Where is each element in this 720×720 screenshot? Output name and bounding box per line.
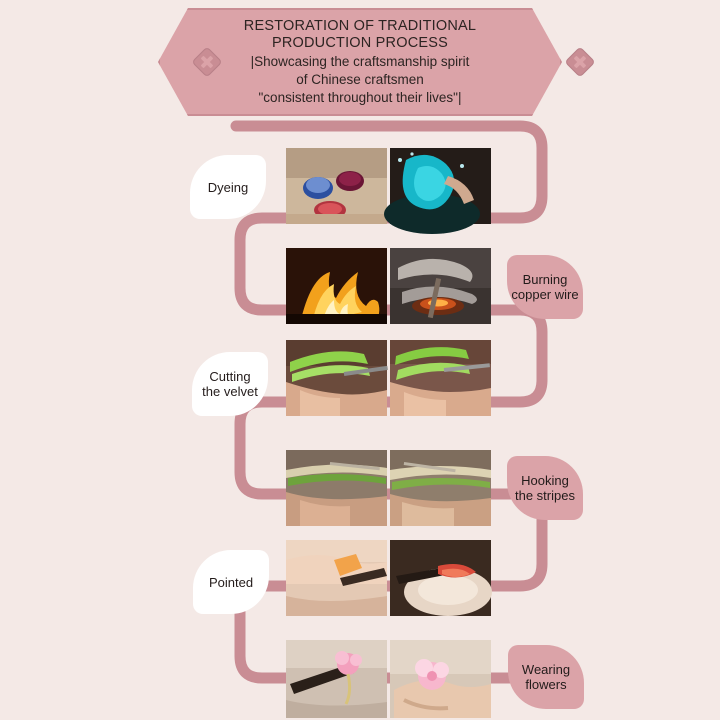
photo-wearing-2 bbox=[390, 640, 491, 718]
banner-subtitle-line-2: of Chinese craftsmen bbox=[296, 72, 424, 87]
step-label-burning-line-2: copper wire bbox=[511, 287, 579, 302]
photo-pointed-2 bbox=[390, 540, 492, 616]
photo-cutting-2 bbox=[390, 340, 491, 416]
step-label-wearing-line-2: flowers bbox=[525, 677, 567, 692]
step-label-hooking-line-1: Hooking bbox=[521, 473, 569, 488]
banner-subtitle-line-1: |Showcasing the craftsmanship spirit bbox=[250, 54, 470, 69]
banner-subtitle-line-3: "consistent throughout their lives"| bbox=[258, 90, 462, 105]
photo-dyeing-2 bbox=[384, 148, 491, 234]
banner-title-line-1: RESTORATION OF TRADITIONAL bbox=[243, 18, 477, 34]
step-label-cutting-line-2: the velvet bbox=[202, 384, 258, 399]
photo-burning-2 bbox=[390, 248, 491, 324]
step-label-burning-line-1: Burning bbox=[522, 272, 568, 287]
photo-burning-1 bbox=[286, 248, 387, 324]
step-label-cutting-line-1: Cutting bbox=[209, 369, 251, 384]
photo-dyeing-1 bbox=[286, 148, 387, 224]
step-label-pointed-line-1: Pointed bbox=[208, 574, 254, 590]
photo-hooking-1 bbox=[286, 450, 387, 526]
photo-pointed-1 bbox=[286, 540, 387, 616]
photo-wearing-1 bbox=[286, 640, 387, 718]
photo-hooking-2 bbox=[390, 450, 491, 526]
photo-cutting-1 bbox=[286, 340, 388, 416]
banner-title-line-2: PRODUCTION PROCESS bbox=[271, 35, 448, 51]
step-label-dyeing-line-1: Dyeing bbox=[207, 179, 249, 195]
step-label-hooking-line-2: the stripes bbox=[515, 488, 575, 503]
step-label-wearing-line-1: Wearing bbox=[521, 662, 571, 677]
